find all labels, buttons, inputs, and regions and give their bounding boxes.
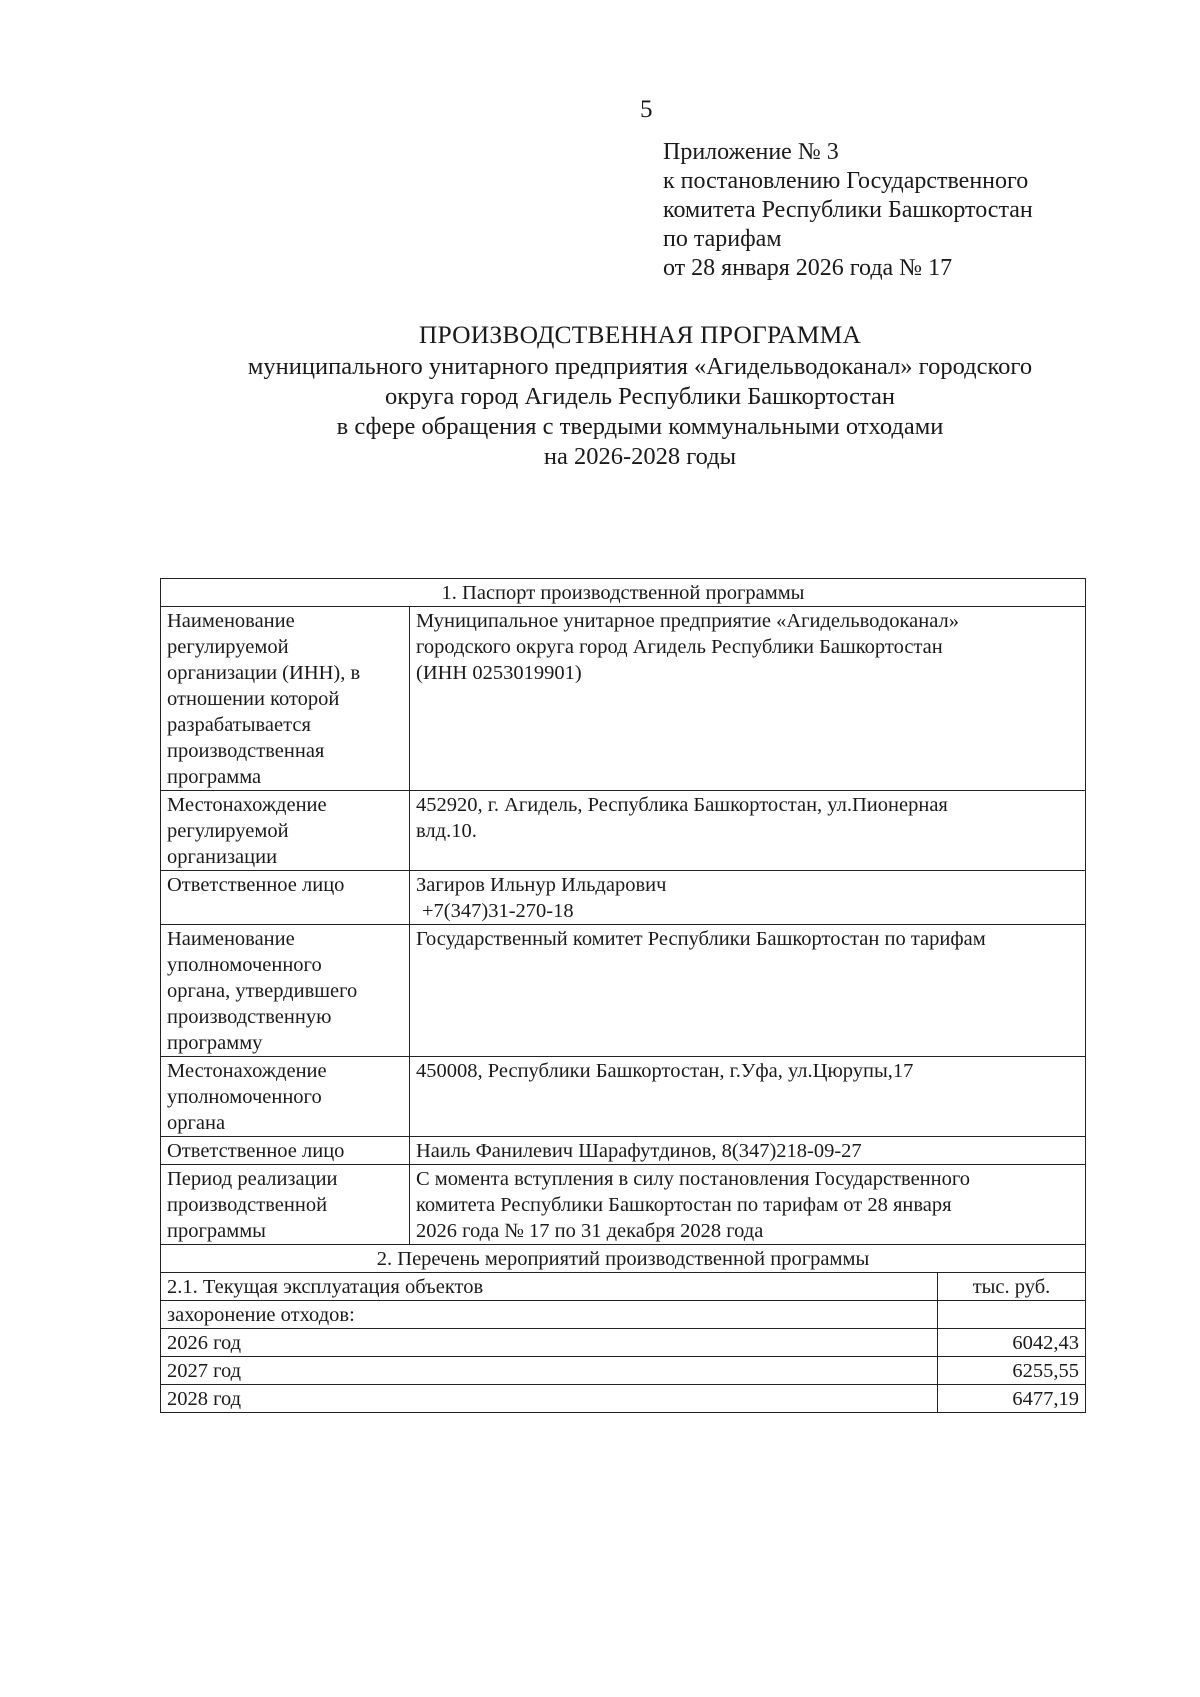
passport-label-line: уполномоченного (167, 1086, 322, 1108)
passport-value-line: 2026 года № 17 по 31 декабря 2028 года (416, 1220, 764, 1242)
passport-label-line: регулируемой (167, 636, 289, 658)
passport-label-line: Местонахождение (167, 1060, 327, 1082)
appendix-line: по тарифам (663, 226, 782, 252)
section2-subheader: 2.1. Текущая эксплуатация объектов (161, 1273, 938, 1301)
passport-value-line: 450008, Республики Башкортостан, г.Уфа, ул.Цюрупы,17 (416, 1060, 914, 1082)
passport-label (161, 607, 410, 791)
passport-row (161, 871, 1086, 925)
group-row (161, 1301, 1086, 1329)
title-line: в сфере обращения с твердыми коммунальными отходами (336, 413, 944, 440)
passport-label-line: органа (167, 1112, 226, 1134)
passport-label-line: Ответственное лицо (167, 1140, 345, 1162)
passport-label-line: производственную (167, 1006, 332, 1028)
passport-row (161, 1165, 1086, 1245)
section2-header: 2. Перечень мероприятий производственной программы (161, 1245, 1086, 1273)
passport-label-line: Период реализации (167, 1168, 338, 1190)
passport-row (161, 607, 1086, 791)
passport-label-line: Наименование (167, 610, 295, 632)
passport-label-line: программу (167, 1032, 263, 1054)
passport-label-line: программы (167, 1220, 266, 1242)
appendix-line: к постановлению Государственного (663, 168, 1029, 194)
year-label: 2026 год (161, 1329, 938, 1357)
year-label: 2028 год (161, 1385, 938, 1413)
year-value: 6255,55 (938, 1357, 1086, 1385)
passport-label (161, 791, 410, 871)
title-line: на 2026-2028 годы (543, 443, 737, 470)
passport-value-line: С момента вступления в силу постановления Государственного (416, 1168, 971, 1190)
group-label: захоронение отходов: (161, 1301, 938, 1329)
unit-label: тыс. руб. (938, 1273, 1086, 1301)
appendix-line: Приложение № 3 (663, 139, 839, 165)
page-number: 5 (640, 96, 653, 123)
document-title (130, 320, 1150, 472)
passport-label-line: организации (167, 846, 278, 868)
passport-label (161, 1165, 410, 1245)
passport-label-line: производственной (167, 1194, 328, 1216)
passport-value (410, 871, 1086, 925)
appendix-line: от 28 января 2026 года № 17 (663, 255, 953, 281)
section2-subheader-row (161, 1273, 1086, 1301)
passport-label (161, 1057, 410, 1137)
passport-value-line: 452920, г. Агидель, Республика Башкортостан, ул.Пионерная (416, 794, 948, 816)
program-table (160, 578, 1086, 1413)
passport-row (161, 1057, 1086, 1137)
passport-label (161, 925, 410, 1057)
passport-label-line: регулируемой (167, 820, 289, 842)
appendix-block (663, 138, 1033, 283)
passport-value (410, 1165, 1086, 1245)
section1-rows (161, 607, 1086, 1245)
title-line: округа город Агидель Республики Башкортостан (385, 383, 895, 410)
passport-label (161, 1137, 410, 1165)
year-row (161, 1357, 1086, 1385)
passport-label-line: органа, утвердившего (167, 980, 358, 1002)
year-value: 6042,43 (938, 1329, 1086, 1357)
passport-row (161, 1137, 1086, 1165)
passport-label-line: Ответственное лицо (167, 874, 345, 896)
year-row (161, 1385, 1086, 1413)
passport-label-line: уполномоченного (167, 954, 322, 976)
section1-header-row (161, 579, 1086, 607)
passport-value-line: городского округа город Агидель Республики Башкортостан (416, 636, 943, 658)
passport-row (161, 791, 1086, 871)
passport-value-line: Государственный комитет Республики Башкортостан по тарифам (416, 928, 986, 950)
passport-value-line: Муниципальное унитарное предприятие «Агидельводоканал» (416, 610, 959, 632)
passport-value-line: влд.10. (416, 820, 477, 842)
passport-label-line: Наименование (167, 928, 295, 950)
passport-value (410, 791, 1086, 871)
year-value: 6477,19 (938, 1385, 1086, 1413)
year-label: 2027 год (161, 1357, 938, 1385)
passport-value-line: (ИНН 0253019901) (416, 662, 582, 684)
passport-value-line: Загиров Ильнур Ильдарович (416, 874, 667, 896)
group-value-empty (938, 1301, 1086, 1329)
section1-header: 1. Паспорт производственной программы (161, 579, 1086, 607)
passport-value (410, 1137, 1086, 1165)
section2-header-row (161, 1245, 1086, 1273)
passport-label (161, 871, 410, 925)
passport-value (410, 925, 1086, 1057)
passport-value-line: комитета Республики Башкортостан по тарифам от 28 января (416, 1194, 952, 1216)
passport-value (410, 607, 1086, 791)
appendix-line: комитета Республики Башкортостан (663, 197, 1033, 223)
passport-row (161, 925, 1086, 1057)
passport-value (410, 1057, 1086, 1137)
passport-value-line: +7(347)31-270-18 (422, 900, 574, 922)
title-line: муниципального унитарного предприятия «Агидельводоканал» городского (247, 353, 1033, 380)
year-row (161, 1329, 1086, 1357)
passport-label-line: разрабатывается (167, 714, 311, 736)
passport-label-line: отношении которой (167, 688, 340, 710)
passport-label-line: организации (ИНН), в (167, 662, 361, 684)
passport-label-line: программа (167, 766, 262, 788)
passport-label-line: производственная (167, 740, 325, 762)
title-main: ПРОИЗВОДСТВЕННАЯ ПРОГРАММА (418, 320, 862, 349)
passport-value-line: Наиль Фанилевич Шарафутдинов, 8(347)218-09-27 (416, 1140, 862, 1162)
passport-label-line: Местонахождение (167, 794, 327, 816)
